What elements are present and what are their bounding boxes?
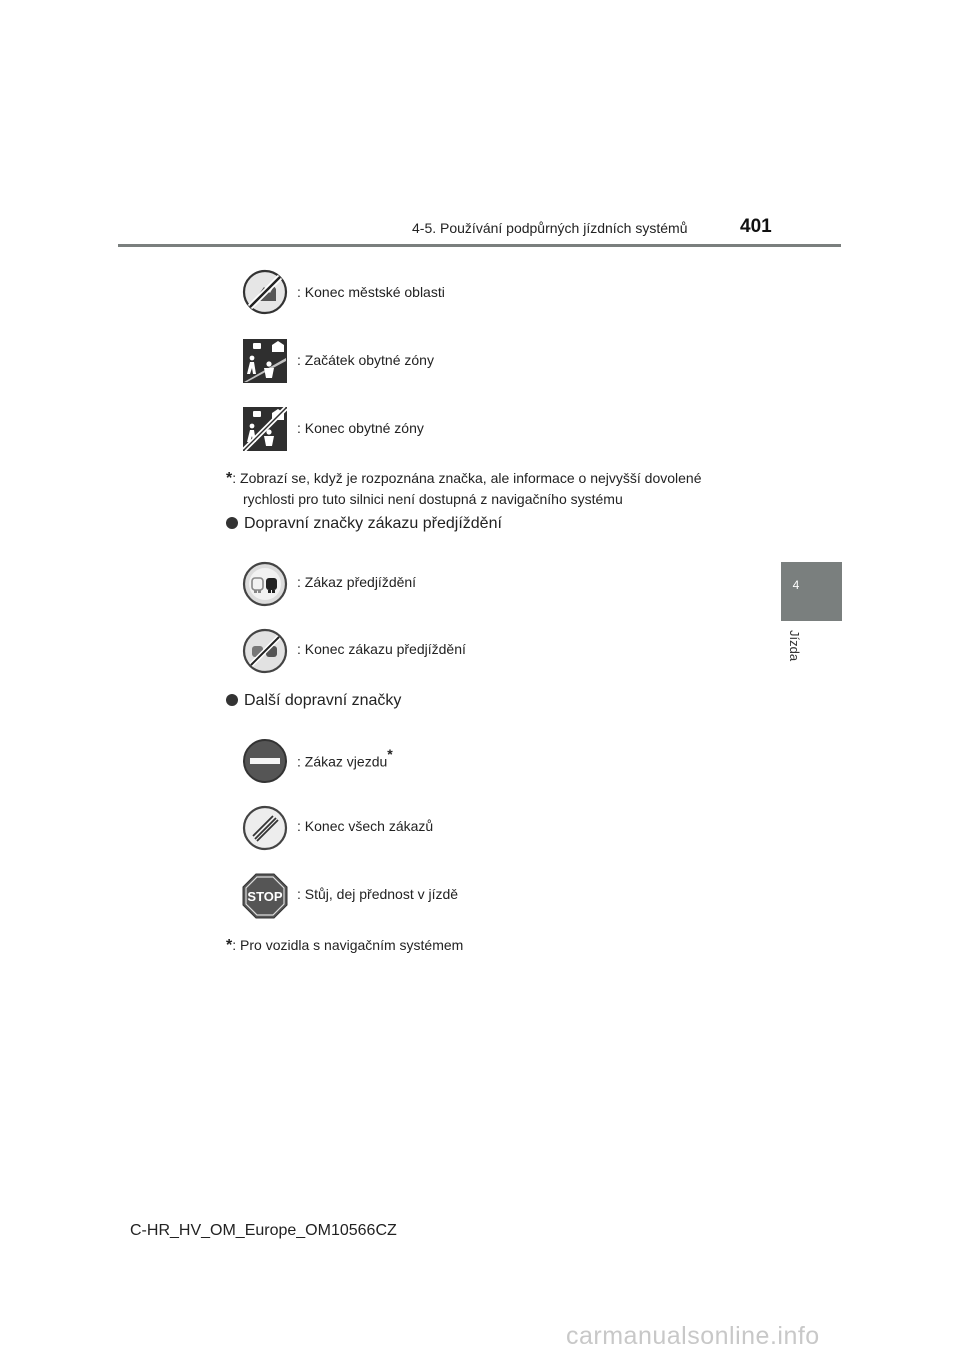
- stop-sign-icon: [242, 873, 288, 919]
- header-divider: [118, 244, 841, 247]
- sign-label: : Konec obytné zóny: [297, 420, 424, 436]
- end-urban-area-sign-icon: [242, 269, 288, 315]
- living-zone-end-sign-icon: [242, 406, 288, 452]
- sign-label: : Zákaz předjíždění: [297, 574, 417, 590]
- page-number: 401: [740, 216, 772, 237]
- sign-label: : Začátek obytné zóny: [297, 352, 434, 368]
- sign-label: : Stůj, dej přednost v jízdě: [297, 886, 459, 902]
- stop-sign-text: STOP: [247, 889, 283, 904]
- bullet-icon: [226, 694, 238, 706]
- sign-label: : Konec všech zákazů: [297, 818, 434, 834]
- sign-label: : Konec zákazu předjíždění: [297, 641, 466, 657]
- footnote: *: Pro vozidla s navigačním systémem: [226, 937, 464, 954]
- chapter-label: Jízda: [787, 630, 802, 662]
- end-all-restrictions-sign-icon: [242, 805, 288, 851]
- footnote: *: Zobrazí se, když je rozpoznána značka, ale informace o nejvyšší dovolené rychlosti pro tuto silnici není dostupná z navigačního systému: [226, 470, 702, 507]
- header-section-title: 4-5. Používání podpůrných jízdních systémů: [412, 220, 688, 236]
- bullet-icon: [226, 517, 238, 529]
- end-no-overtaking-sign-icon: [242, 628, 288, 674]
- living-zone-start-sign-icon: [242, 338, 288, 384]
- sign-label: : Zákaz vjezdu*: [297, 746, 393, 770]
- section-heading: Dopravní značky zákazu předjíždění: [226, 515, 502, 533]
- document-code: C-HR_HV_OM_Europe_OM10566CZ: [130, 1222, 397, 1239]
- chapter-number: 4: [792, 578, 800, 592]
- no-entry-sign-icon: [242, 738, 288, 784]
- sign-label: : Konec městské oblasti: [297, 284, 445, 300]
- section-heading: Další dopravní značky: [226, 692, 401, 710]
- watermark: carmanualsonline.info: [566, 1322, 820, 1350]
- no-overtaking-sign-icon: [242, 561, 288, 607]
